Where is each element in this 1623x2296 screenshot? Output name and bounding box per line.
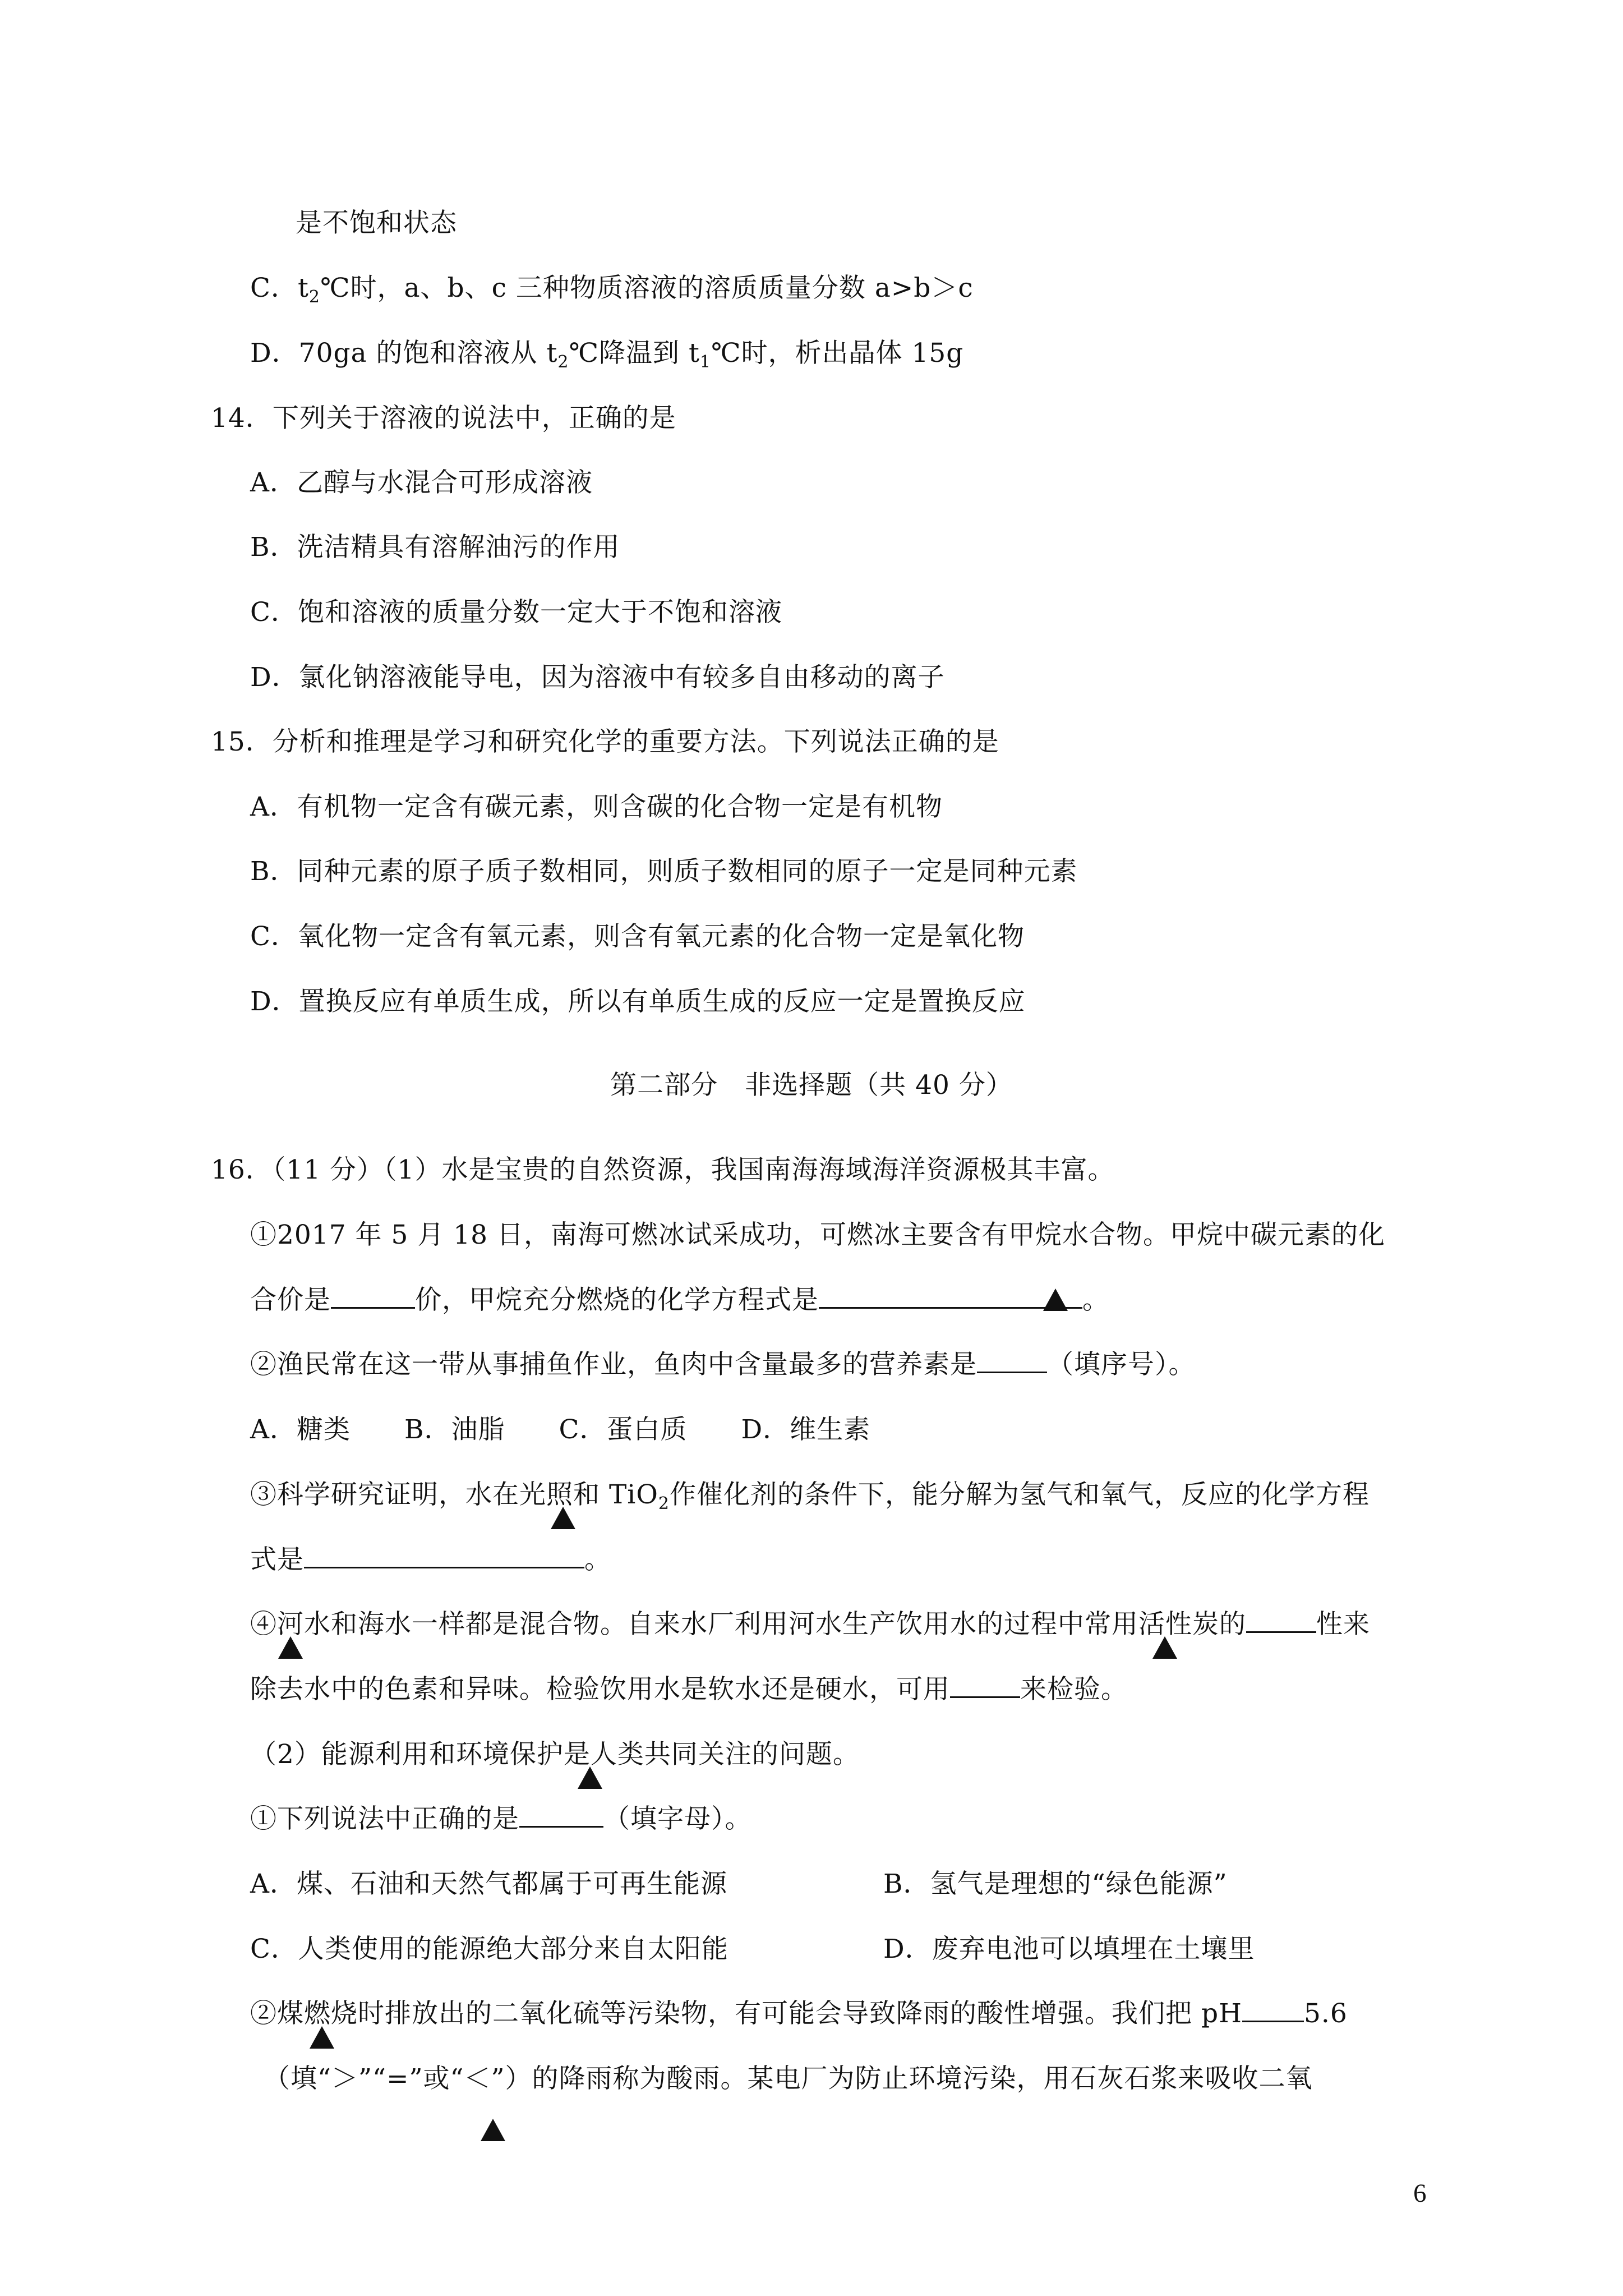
q15-option-c: C．氧化物一定含有氧元素，则含有氧元素的化合物一定是氧化物 (250, 921, 1025, 952)
triangle-marker-icon (481, 2119, 505, 2141)
q14-stem: 14．下列关于溶液的说法中，正确的是 (211, 403, 676, 434)
q16-sub1-line2: 合价是 价，甲烷充分燃烧的化学方程式是 。 (250, 1285, 1109, 1315)
triangle-marker-icon (310, 2026, 334, 2049)
q16-part2-sub2-line2: （填“＞”“=”或“＜”）的降雨称为酸雨。某电厂为防止环境污染，用石灰石浆来吸收二氧 (264, 2063, 1313, 2094)
q16-part2-option-d: D．废弃电池可以填埋在土壤里 (883, 1934, 1255, 1964)
answer-blank[interactable] (519, 1803, 603, 1828)
q14-option-d: D．氯化钠溶液能导电，因为溶液中有较多自由移动的离子 (250, 662, 945, 693)
answer-blank[interactable] (304, 1544, 584, 1568)
q16-sub3-line1: ③科学研究证明，水在光照和 TiO$_2$作催化剂的条件下，能分解为氢气和氧气，反应的化学方程 (250, 1479, 1370, 1513)
q13-option-d: D．70ga 的饱和溶液从 $t_2℃$降温到 $t_1℃$时，析出晶体 15g (250, 338, 964, 372)
triangle-marker-icon (1152, 1636, 1177, 1659)
q16-part2-option-a: A．煤、石油和天然气都属于可再生能源 (250, 1869, 727, 1899)
q16-part2-option-b: B．氢气是理想的“绿色能源” (883, 1869, 1228, 1899)
q14-option-c: C．饱和溶液的质量分数一定大于不饱和溶液 (250, 597, 782, 628)
q15-stem: 15．分析和推理是学习和研究化学的重要方法。下列说法正确的是 (211, 726, 999, 757)
answer-blank[interactable] (977, 1349, 1047, 1373)
part2-heading: 第二部分 非选择题（共 40 分） (610, 1070, 1013, 1101)
answer-blank[interactable] (950, 1674, 1020, 1698)
triangle-marker-icon (1043, 1289, 1068, 1311)
q13-continuation: 是不饱和状态 (296, 208, 457, 238)
q15-option-a: A．有机物一定含有碳元素，则含碳的化合物一定是有机物 (250, 792, 943, 822)
q16-sub4-line2: 除去水中的色素和异味。检验饮用水是软水还是硬水，可用 来检验。 (250, 1674, 1128, 1705)
q16-part2-stem: （2）能源利用和环境保护是人类共同关注的问题。 (250, 1739, 860, 1770)
q16-sub4-line1: ④河水和海水一样都是混合物。自来水厂利用河水生产饮用水的过程中常用活性炭的 性来 (250, 1609, 1370, 1640)
q16-sub3-line2: 式是 。 (250, 1544, 611, 1575)
q15-option-d: D．置换反应有单质生成，所以有单质生成的反应一定是置换反应 (250, 986, 1026, 1017)
q16-sub2-options: A．糖类 B．油脂 C．蛋白质 D．维生素 (250, 1414, 871, 1445)
answer-blank[interactable] (1242, 1998, 1304, 2022)
q16-sub2: ②渔民常在这一带从事捕鱼作业，鱼肉中含量最多的营养素是 （填序号）。 (250, 1349, 1196, 1380)
answer-blank[interactable] (1246, 1609, 1316, 1633)
q13-option-c: C．$t_2℃$时，a、b、c 三种物质溶液的溶质质量分数 a>b＞c (250, 273, 974, 307)
q16-part2-option-c: C．人类使用的能源绝大部分来自太阳能 (250, 1934, 728, 1964)
q16-stem: 16．（11 分）（1）水是宝贵的自然资源，我国南海海域海洋资源极其丰富。 (211, 1154, 1115, 1185)
answer-blank[interactable] (331, 1285, 415, 1309)
q16-sub1-line1: ①2017 年 5 月 18 日，南海可燃冰试采成功，可燃冰主要含有甲烷水合物。甲烷中碳元素的化 (250, 1220, 1386, 1250)
triangle-marker-icon (551, 1507, 575, 1529)
page-number: 6 (1413, 2179, 1427, 2208)
q16-part2-sub1: ①下列说法中正确的是 （填字母）。 (250, 1803, 752, 1834)
triangle-marker-icon (278, 1636, 303, 1659)
q14-option-b: B．洗洁精具有溶解油污的作用 (250, 532, 620, 563)
q14-option-a: A．乙醇与水混合可形成溶液 (250, 467, 593, 498)
triangle-marker-icon (578, 1766, 602, 1789)
q16-part2-sub2-line1: ②煤燃烧时排放出的二氧化硫等污染物，有可能会导致降雨的酸性增强。我们把 pH 5.6 (250, 1998, 1348, 2029)
q15-option-b: B．同种元素的原子质子数相同，则质子数相同的原子一定是同种元素 (250, 856, 1078, 887)
